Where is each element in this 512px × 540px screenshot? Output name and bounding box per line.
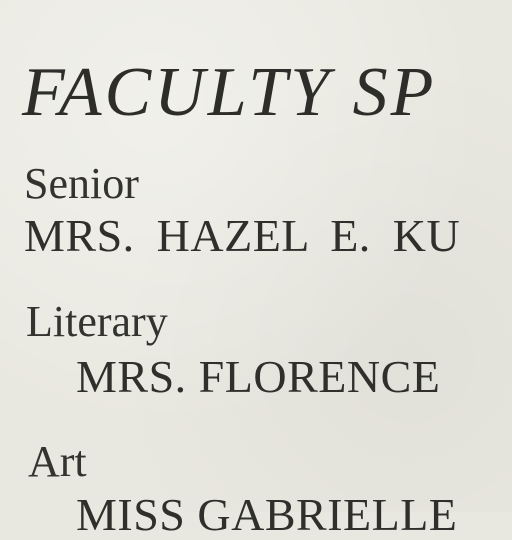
section-label-senior: Senior [24,159,139,208]
page-title: FACULTY SP [22,54,437,131]
faculty-name-senior: MRS. HAZEL E. KU [24,210,461,261]
section-label-art: Art [28,437,87,486]
faculty-name-art: MISS GABRIELLE [76,489,458,540]
faculty-name-literary: MRS. FLORENCE [76,351,441,402]
section-label-literary: Literary [26,297,168,346]
